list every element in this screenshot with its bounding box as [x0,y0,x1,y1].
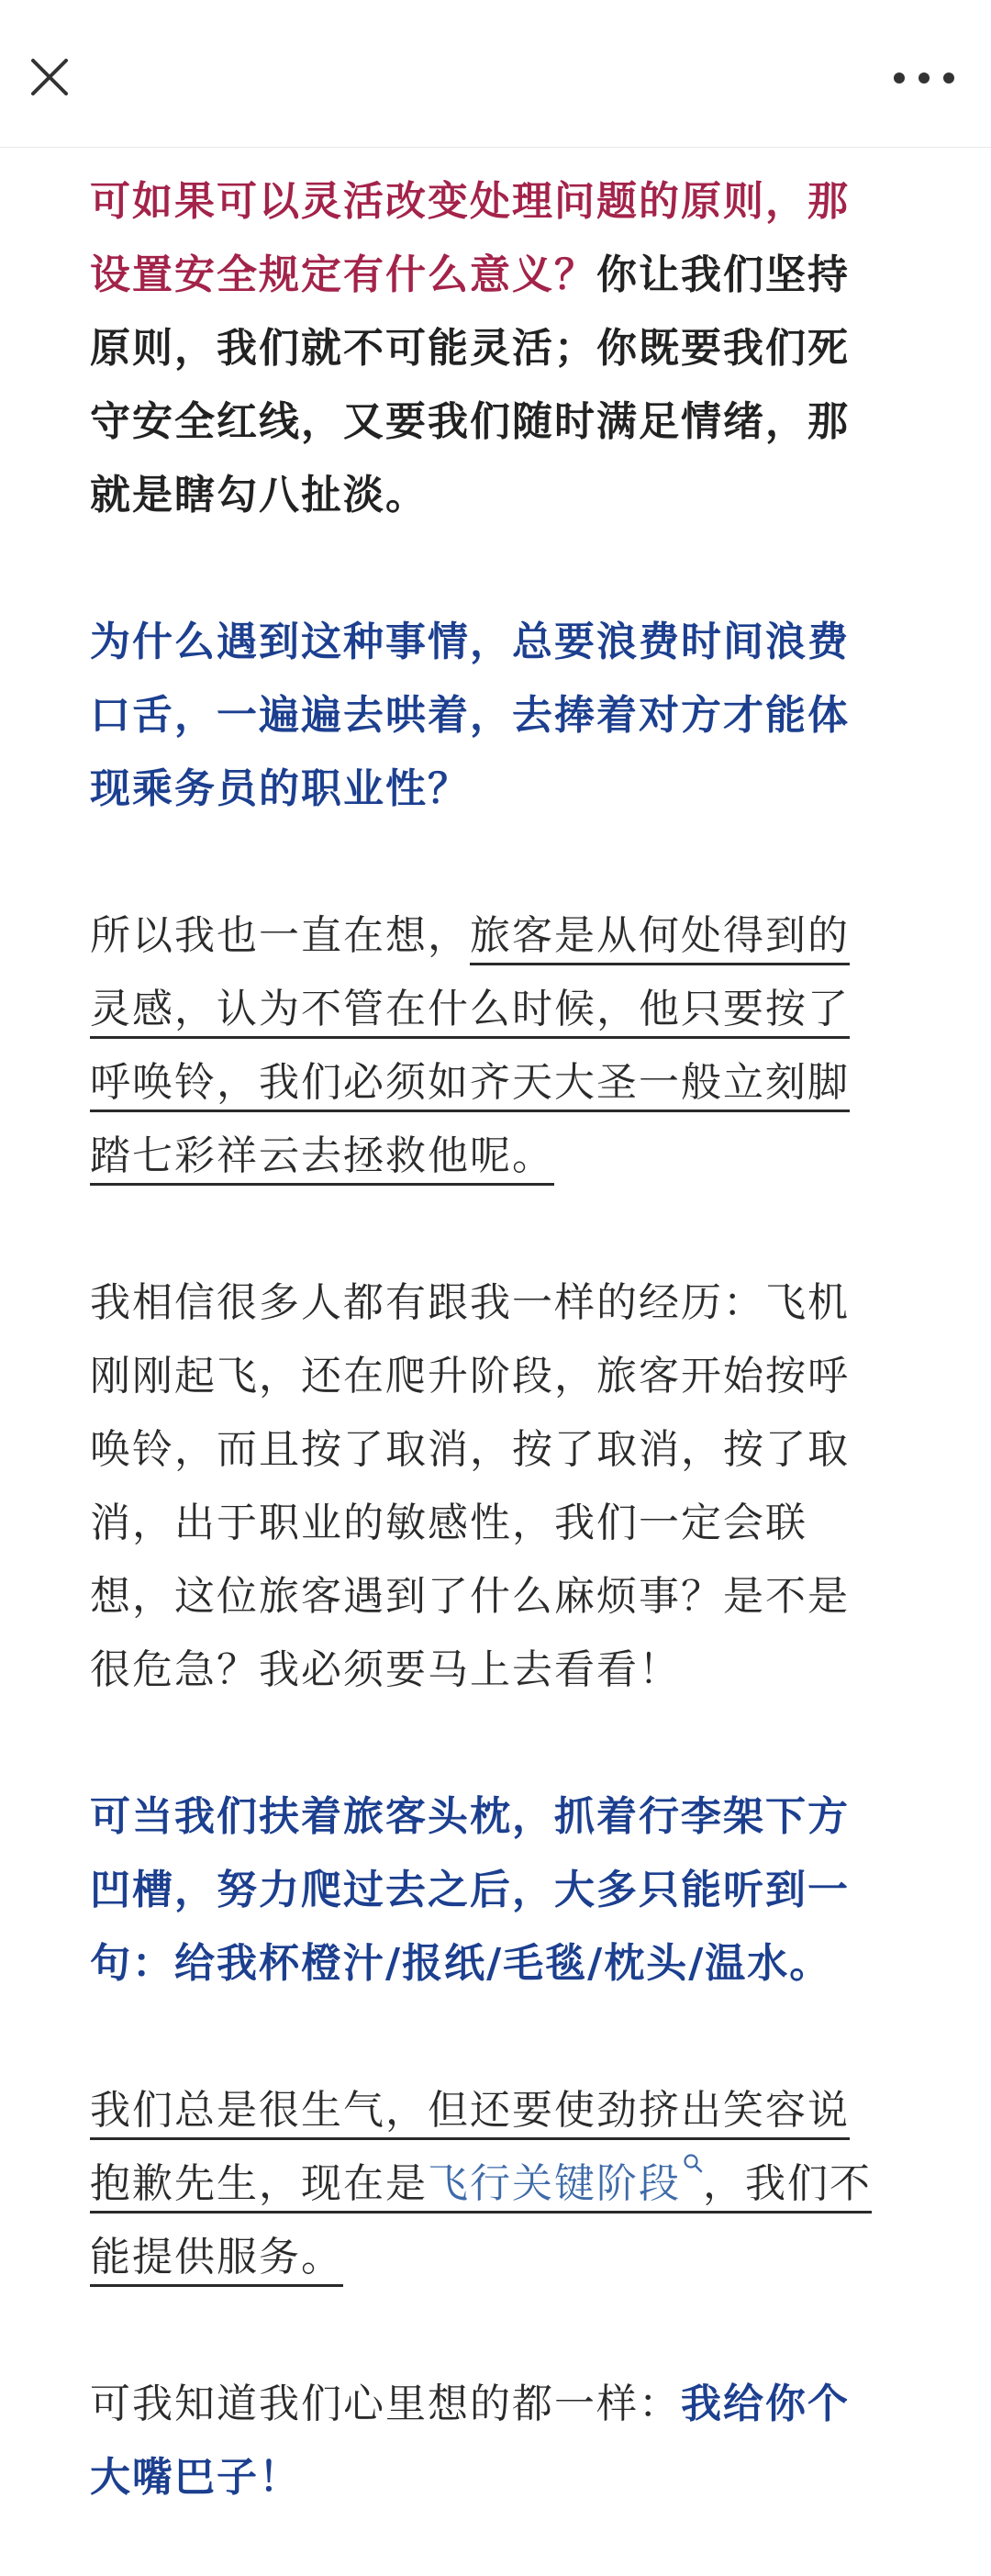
paragraph-1-line-1: 可如果可以灵活改变处理问题的原则，那 [90,178,850,225]
paragraph-3-line-4 [90,1120,850,1193]
paragraph-3-plain-text: 所以我也一直在想， [90,912,470,959]
paragraph-6-pre-text: 抱歉先生，现在是 [90,2160,428,2207]
paragraph-3-underlined-line-4: 踏七彩祥云去拯救他呢。 [90,1132,554,1186]
paragraph-7-line-2: 大嘴巴子！ [90,2454,301,2501]
paragraph-3-line-1 [90,899,850,973]
paragraph-2 [90,606,850,826]
paragraph-1-line-2 [90,239,850,312]
paragraph-2-line-1: 为什么遇到这种事情，总要浪费时间浪费 [90,619,850,665]
more-button[interactable] [883,55,965,101]
top-bar [0,0,991,148]
flight-phase-link-text: 飞行关键阶段 [428,2160,681,2207]
close-icon [20,48,79,106]
paragraph-6-post-text: ，我们不 [703,2160,872,2207]
paragraph-5 [90,1780,850,2001]
more-dots-icon [883,55,965,101]
paragraph-6-underlined-line-2 [90,2160,872,2214]
flight-phase-link[interactable] [428,2160,703,2207]
search-icon [683,2153,703,2173]
paragraph-3-underlined-line-3: 呼唤铃，我们必须如齐天大圣一般立刻脚 [90,1059,850,1112]
paragraph-1-dark-text: 你让我们坚持 [596,251,850,298]
paragraph-6-underlined-line-3: 能提供服务。 [90,2234,343,2287]
paragraph-6-underlined-line-1: 我们总是很生气，但还要使劲挤出笑容说 [90,2087,850,2140]
paragraph-6 [90,2074,872,2294]
paragraph-6-line-1 [90,2074,872,2147]
paragraph-5-line-2: 凹槽，努力爬过去之后，大多只能听到一 [90,1867,850,1913]
paragraph-6-line-3 [90,2221,872,2294]
paragraph-1-line-4: 守安全红线，又要我们随时满足情绪，那 [90,398,850,445]
paragraph-4-line-1: 我相信很多人都有跟我一样的经历：飞机 [90,1279,850,1326]
paragraph-1-line-5: 就是瞎勾八扯淡。 [90,472,428,519]
paragraph-7-bold-text: 我给你个 [681,2381,850,2427]
paragraph-4-line-3: 唤铃，而且按了取消，按了取消，按了取 [90,1426,850,1473]
paragraph-7-line-1 [90,2368,850,2441]
paragraph-7 [90,2368,850,2515]
paragraph-2-line-2: 口舌，一遍遍去哄着，去捧着对方才能体 [90,692,850,739]
paragraph-5-line-1: 可当我们扶着旅客头枕，抓着行李架下方 [90,1793,850,1840]
paragraph-6-line-2 [90,2147,872,2221]
paragraph-3-underlined-text: 旅客是从何处得到的 [470,912,850,965]
paragraph-2-line-3: 现乘务员的职业性？ [90,765,470,812]
paragraph-4-line-2: 刚刚起飞，还在爬升阶段，旅客开始按呼 [90,1353,850,1400]
paragraph-1-red-text: 设置安全规定有什么意义？ [90,251,596,298]
paragraph-1-line-3: 原则，我们就不可能灵活；你既要我们死 [90,325,850,372]
paragraph-3-line-3 [90,1046,850,1120]
paragraph-4-line-4: 消，出于职业的敏感性，我们一定会联 [90,1500,807,1546]
paragraph-3 [90,899,850,1193]
paragraph-3-line-2 [90,973,850,1046]
paragraph-4-line-6: 很危急？我必须要马上去看看！ [90,1646,681,1693]
paragraph-4 [90,1266,850,1707]
paragraph-1 [90,165,850,532]
paragraph-4-line-5: 想，这位旅客遇到了什么麻烦事？是不是 [90,1573,850,1620]
close-button[interactable] [20,48,79,106]
paragraph-3-underlined-line-2: 灵感，认为不管在什么时候，他只要按了 [90,986,850,1039]
paragraph-5-line-3: 句：给我杯橙汁/报纸/毛毯/枕头/温水。 [90,1940,832,1987]
paragraph-7-plain-text: 可我知道我们心里想的都一样： [90,2381,681,2427]
